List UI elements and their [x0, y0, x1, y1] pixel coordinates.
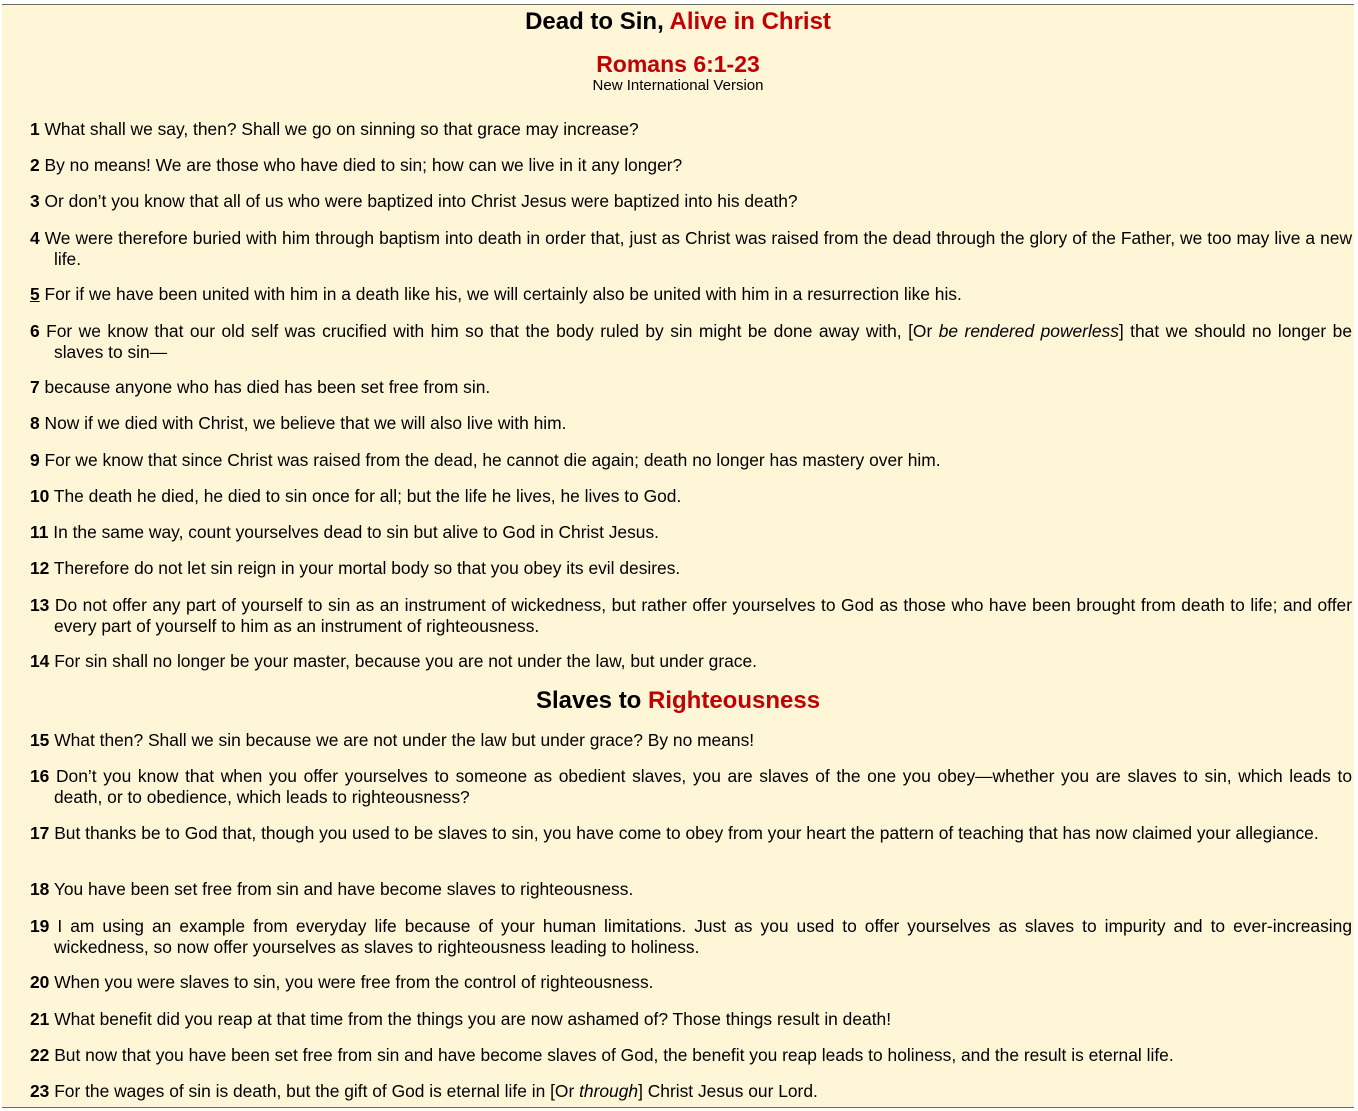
verse-number: 16 [30, 766, 50, 786]
verse-number: 2 [30, 155, 40, 175]
verse-number: 5 [30, 284, 40, 304]
verse-text: Do not offer any part of yourself to sin as an instrument of wickedness, but rather offer yourselves to God as those who have been brought from death to life; and offer every part of yourself to him as an instrument of righteousness. [54, 595, 1352, 636]
verse-text: Or don’t you know that all of us who were baptized into Christ Jesus were baptized into his death? [44, 191, 798, 211]
scripture-reference: Romans 6:1-23 [596, 51, 760, 77]
verse-9 [30, 450, 1352, 471]
verse-number: 12 [30, 558, 50, 578]
verse-number: 6 [30, 321, 40, 341]
verse-5 [30, 284, 1352, 305]
page-title [2, 7, 1354, 37]
verse-number: 15 [30, 730, 50, 750]
verse-number: 23 [30, 1081, 50, 1101]
verse-number: 19 [30, 916, 50, 936]
verse-text: We were therefore buried with him through baptism into death in order that, just as Christ was raised from the dead through the glory of the Father, we too may live a new life. [44, 228, 1352, 269]
verse-6 [30, 321, 1352, 362]
verse-text: I am using an example from everyday life because of your human limitations. Just as you used to offer yourselves as slaves to impurity and to ever-increasing wickedness, so now offer yourselves as slaves to righteousness leading to holiness. [54, 916, 1352, 957]
verse-15 [30, 730, 1352, 751]
verse-number: 7 [30, 377, 40, 397]
verse-text: because anyone who has died has been set free from sin. [44, 377, 491, 397]
verse-text-b: ] Christ Jesus our Lord. [638, 1081, 818, 1101]
verse-number: 8 [30, 413, 40, 433]
verse-text: Therefore do not let sin reign in your mortal body so that you obey its evil desires. [53, 558, 681, 578]
verse-number: 13 [30, 595, 50, 615]
verse-text: What then? Shall we sin because we are not under the law but under grace? By no means! [54, 730, 755, 750]
verse-number: 14 [30, 651, 50, 671]
verse-22 [30, 1045, 1352, 1066]
verse-number: 4 [30, 228, 40, 248]
scripture-page [2, 4, 1354, 1108]
title-part1: Dead to Sin, [525, 8, 670, 35]
verse-10 [30, 486, 1352, 507]
verse-14 [30, 651, 1352, 672]
verse-number: 9 [30, 450, 40, 470]
verse-text: For if we have been united with him in a death like his, we will certainly also be united with him in a resurrection like his. [44, 284, 962, 304]
verse-21 [30, 1009, 1352, 1030]
verse-4 [30, 228, 1352, 269]
verse-number: 21 [30, 1009, 50, 1029]
verse-13 [30, 595, 1352, 636]
verse-text: The death he died, he died to sin once for all; but the life he lives, he lives to God. [53, 486, 682, 506]
verse-19 [30, 916, 1352, 957]
verse-text: By no means! We are those who have died to sin; how can we live in it any longer? [44, 155, 683, 175]
verse-text: But thanks be to God that, though you used to be slaves to sin, you have come to obey from your heart the pattern of teaching that has now claimed your allegiance. [54, 823, 1319, 843]
verse-text: You have been set free from sin and have become slaves to righteousness. [53, 879, 634, 899]
section-heading-part1: Slaves to [535, 687, 649, 714]
verse-number: 10 [30, 486, 50, 506]
verse-text: But now that you have been set free from sin and have become slaves of God, the benefit you reap leads to holiness, and the result is eternal life. [54, 1045, 1174, 1065]
title-part2: Alive in Christ [669, 8, 831, 35]
verse-footnote-italic: through [579, 1081, 639, 1101]
verse-number: 20 [30, 972, 50, 992]
verse-11 [30, 522, 1352, 543]
verse-text-a: For the wages of sin is death, but the gift of God is eternal life in [Or [54, 1081, 580, 1101]
verse-number: 1 [30, 119, 40, 139]
verse-number: 3 [30, 191, 40, 211]
verse-footnote-italic: be rendered powerless [938, 321, 1119, 341]
section-heading [2, 686, 1354, 716]
verse-number: 11 [30, 522, 49, 542]
verse-number: 22 [30, 1045, 50, 1065]
verse-text: For sin shall no longer be your master, because you are not under the law, but under grace. [54, 651, 757, 671]
verse-text: For we know that since Christ was raised from the dead, he cannot die again; death no longer has mastery over him. [44, 450, 941, 470]
verse-16 [30, 766, 1352, 807]
verse-3 [30, 191, 1352, 212]
verse-7 [30, 377, 1352, 398]
verse-text: What shall we say, then? Shall we go on sinning so that grace may increase? [44, 119, 639, 139]
verse-1 [30, 119, 1352, 140]
verse-20 [30, 972, 1352, 993]
verse-12 [30, 558, 1352, 579]
verse-8 [30, 413, 1352, 434]
verse-text-a: For we know that our old self was crucified with him so that the body ruled by sin might be done away with, [Or [46, 321, 939, 341]
verse-17 [30, 823, 1352, 844]
verse-text: What benefit did you reap at that time from the things you are now ashamed of? Those things result in death! [54, 1009, 892, 1029]
verse-number: 17 [30, 823, 50, 843]
verse-text-b: ] that we should no longer be slaves to sin— [54, 321, 1352, 362]
verse-text: When you were slaves to sin, you were free from the control of righteousness. [54, 972, 654, 992]
verse-18 [30, 879, 1352, 900]
bible-version: New International Version [592, 77, 764, 94]
section-heading-part2: Righteousness [648, 687, 821, 714]
verse-2 [30, 155, 1352, 176]
verse-text: Don’t you know that when you offer yourselves to someone as obedient slaves, you are slaves of the one you obey—whether you are slaves to sin, which leads to death, or to obedience, which leads to righteousness? [54, 766, 1352, 807]
verse-text: Now if we died with Christ, we believe that we will also live with him. [44, 413, 567, 433]
verse-23 [30, 1081, 1352, 1102]
verse-number: 18 [30, 879, 50, 899]
verse-text: In the same way, count yourselves dead to sin but alive to God in Christ Jesus. [53, 522, 659, 542]
